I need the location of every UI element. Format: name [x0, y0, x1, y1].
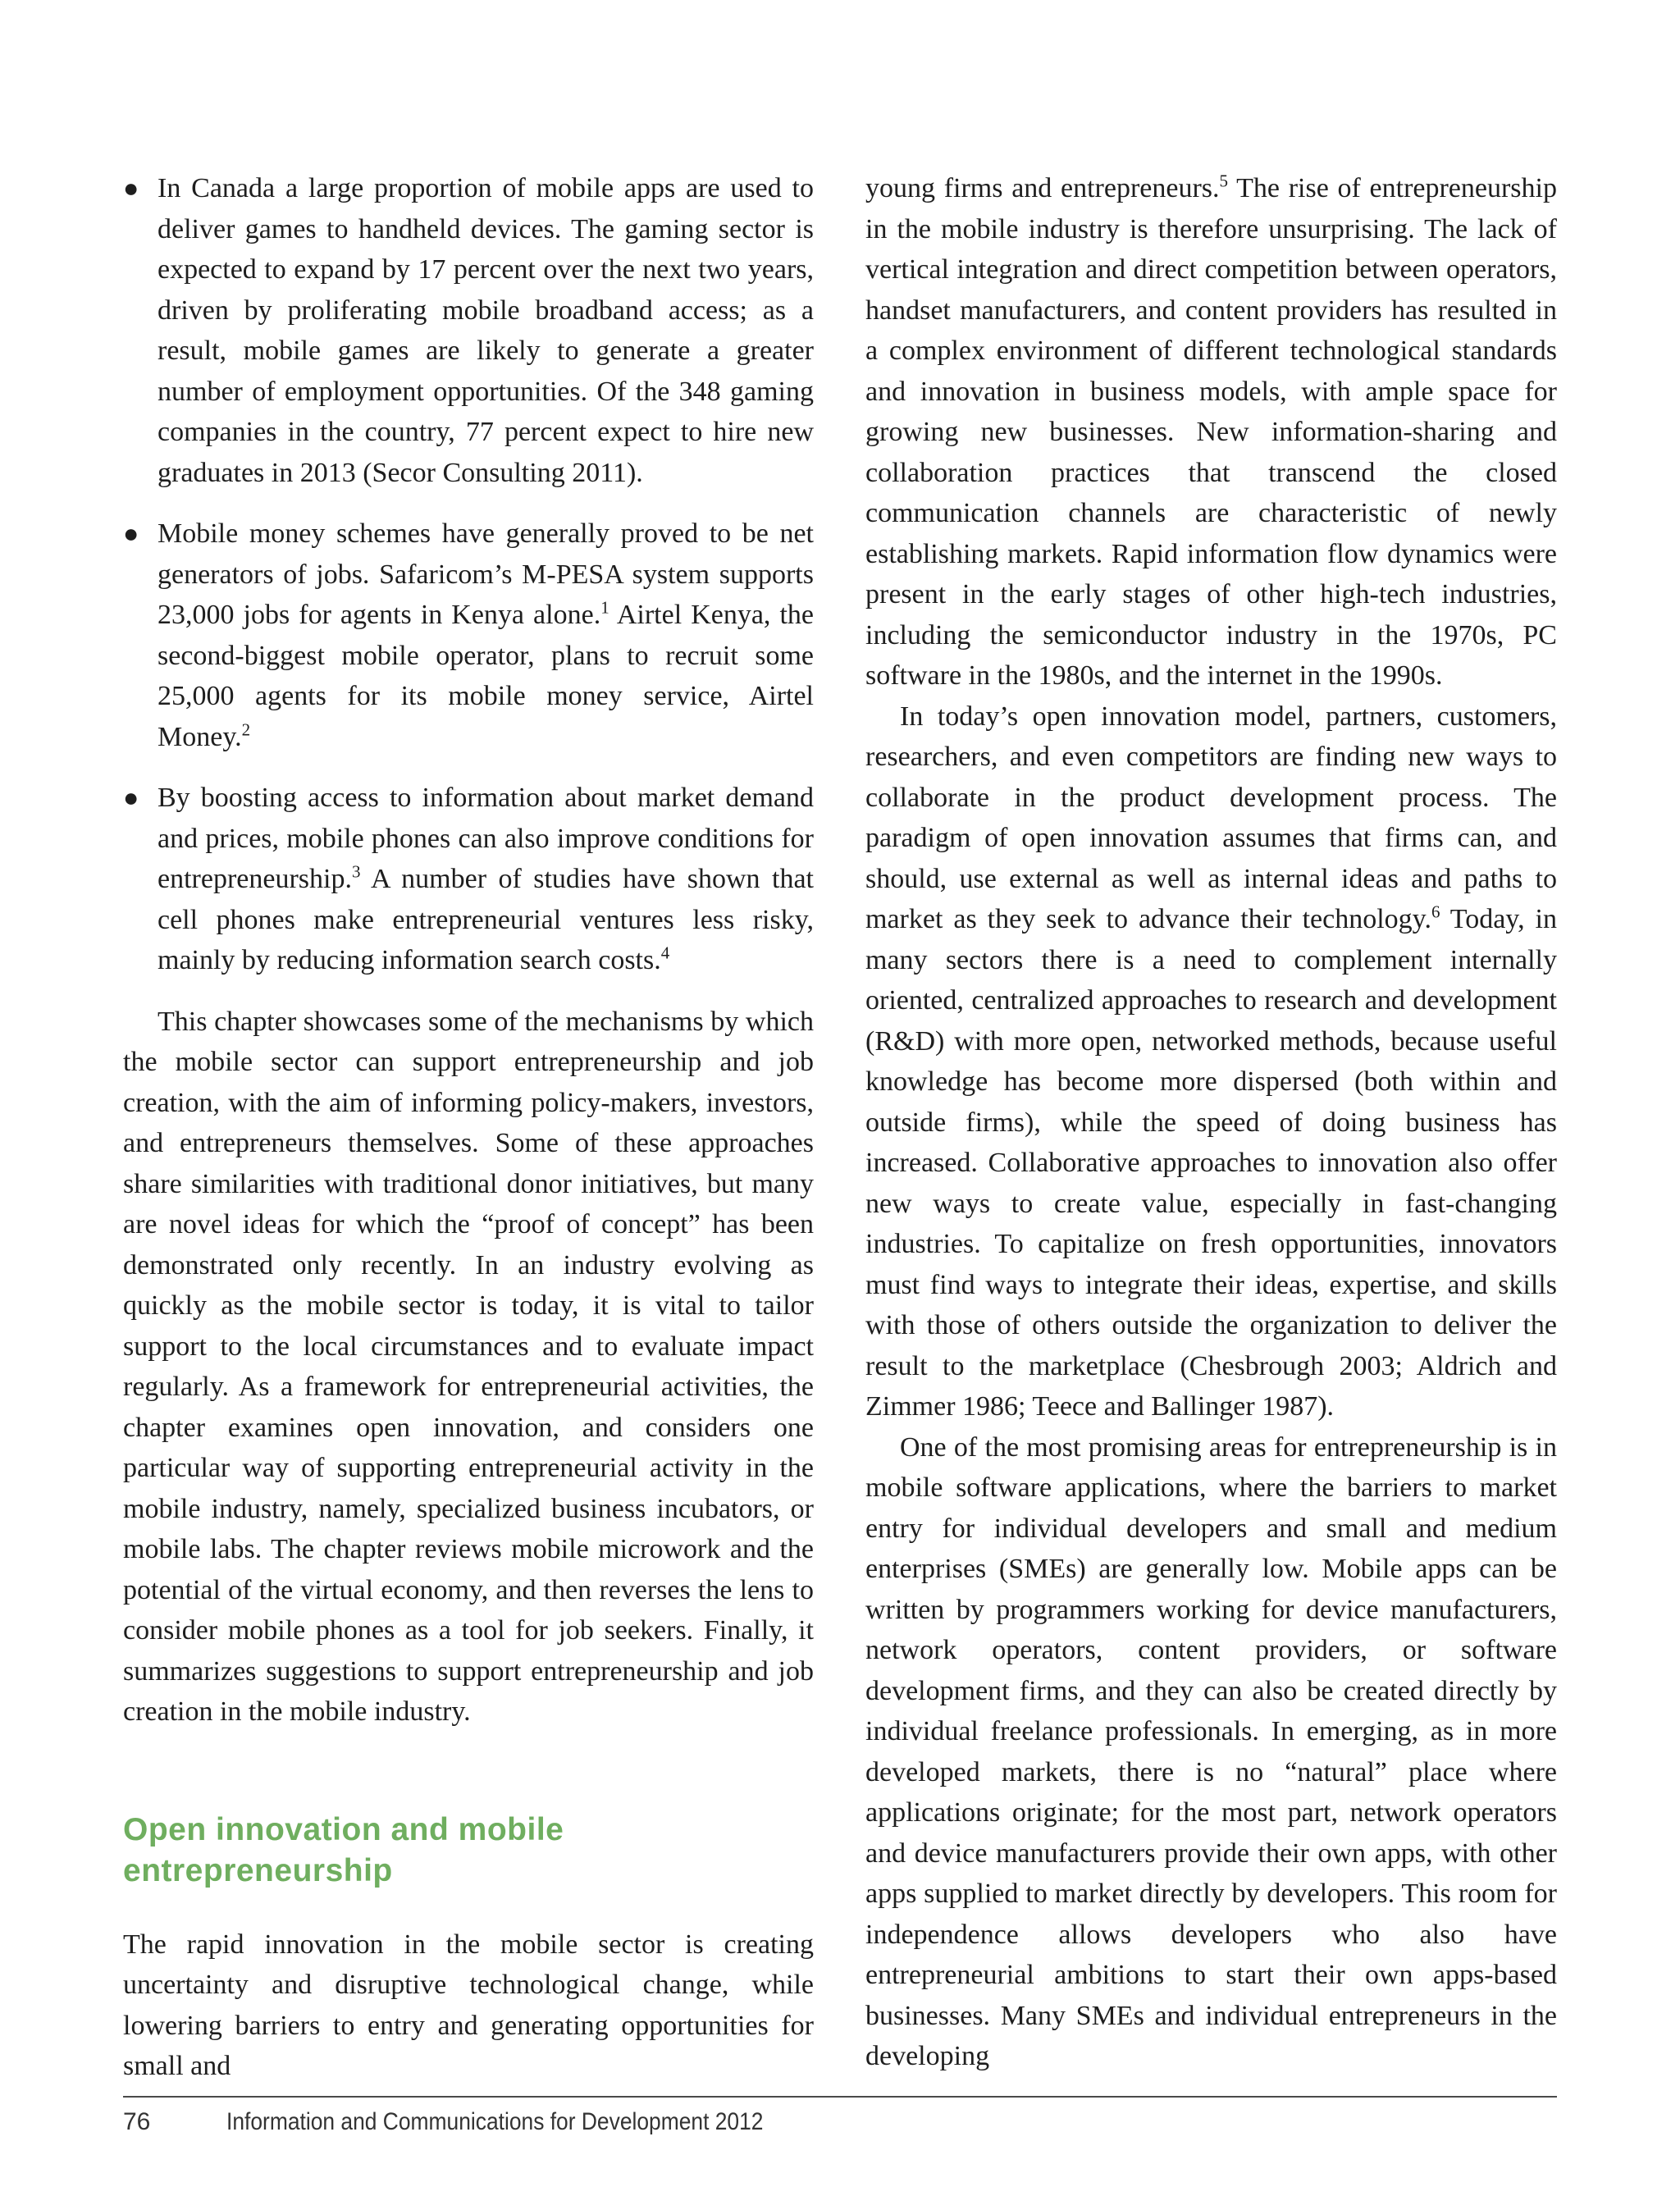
right-column: [865, 168, 1557, 2077]
paragraph-text: young firms and entrepreneurs.: [865, 173, 1220, 203]
bullet-dot-icon: ●: [123, 518, 139, 548]
paragraph-text: In today’s open innovation model, partners, customers, researchers, and even competitors are finding new ways to collaborate in the product development process. The paradigm of open innovation assumes that firms can, and should, use external as well as internal ideas and paths to market as they seek to advance their technology.: [865, 701, 1557, 934]
bullet-text: In Canada a large proportion of mobile apps are used to deliver games to handheld devices. The gaming sector is expected to expand by 17 percent over the next two years, driven by proliferating mobile broadband access; as a result, mobile games are likely to generate a greater number of employment opportunities. Of the 348 gaming companies in the country, 77 percent expect to hire new graduates in 2013 (Secor Consulting 2011).: [158, 173, 814, 488]
footnote-ref[interactable]: 1: [600, 597, 609, 618]
body-paragraph: [865, 696, 1557, 1427]
body-paragraph: [865, 168, 1557, 696]
bullet-text: Airtel Kenya, the second-biggest mobile operator, plans to recruit some 25,000 agents for its mobile money service, Airtel Money.: [158, 600, 815, 752]
bullet-text: By boosting access to information about market demand and prices, mobile phones can also improve conditions for entrepreneurship.: [158, 783, 814, 894]
section-heading: [123, 1810, 814, 1892]
bullet-dot-icon: ●: [123, 173, 139, 203]
section-heading-line: Open innovation and mobile: [123, 1811, 564, 1847]
paragraph-text: The rise of entrepreneurship in the mobile industry is therefore unsurprising. The lack of vertical integration and direct competition between operators, handset manufacturers, and content providers has resulted in a complex environment of different technological standards and innovation in business models, with ample space for growing new businesses. New information-sharing and collaboration practices that transcend the closed communication channels are characteristic of newly establishing markets. Rapid information flow dynamics were present in the early stages of other high-tech industries, including the semiconductor industry in the 1970s, PC software in the 1980s, and the internet in the 1990s.: [865, 173, 1557, 691]
bullet-item-market-information: [123, 778, 814, 981]
footnote-ref[interactable]: 4: [660, 943, 670, 963]
intro-paragraph: This chapter showcases some of the mechanisms by which the mobile sector can support entrepreneurship and job creation, with the aim of informing policy-makers, investors, and entrepreneurs themselves. Some of these approaches share similarities with traditional donor initiatives, but many are novel ideas for which the “proof of concept” has been demonstrated only recently. In an industry evolving as quickly as the mobile sector is today, it is vital to tailor support to the local circumstances and to evaluate impact regularly. As a framework for entrepreneurial activities, the chapter examines open innovation, and considers one particular way of supporting entrepreneurial activity in the mobile industry, namely, specialized business incubators, or mobile labs. The chapter reviews mobile microwork and the potential of the virtual economy, and then reverses the lens to consider mobile phones as a tool for job seekers. Finally, it summarizes suggestions to support entrepreneurship and job creation in the mobile industry.: [123, 1006, 814, 1727]
footer-divider: [123, 2096, 1557, 2098]
bullet-item-mobile-money: [123, 514, 814, 757]
bullet-text: A number of studies have shown that cell phones make entrepreneurial ventures less risky, mainly by reducing information search costs.: [158, 864, 814, 975]
section-paragraph: The rapid innovation in the mobile sector is creating uncertainty and disruptive technological change, while lowering barriers to entry and generating opportunities for small and: [123, 1929, 814, 2081]
footnote-ref[interactable]: 5: [1219, 171, 1229, 191]
footnote-ref[interactable]: 3: [351, 861, 361, 882]
bullet-item-canada-gaming: [123, 168, 814, 493]
paragraph-text: Today, in many sectors there is a need to complement internally oriented, centralized approaches to research and development (R&D) with more open, networked methods, because useful knowledge has become more dispersed (both within and outside firms), while the speed of doing business has increased. Collaborative approaches to innovation also offer new ways to create value, especially in fast-changing industries. To capitalize on fresh opportunities, innovators must find ways to integrate their ideas, expertise, and skills with those of others outside the organization to deliver the result to the marketplace (Chesbrough 2003; Aldrich and Zimmer 1986; Teece and Ballinger 1987).: [865, 904, 1558, 1422]
section-heading-line: entrepreneurship: [123, 1852, 393, 1888]
footnote-ref[interactable]: 2: [241, 719, 251, 740]
bullet-dot-icon: ●: [123, 783, 139, 812]
left-column: [123, 168, 814, 2087]
page-number: 76: [123, 2108, 151, 2135]
publication-title: Information and Communications for Development 2012: [226, 2108, 764, 2135]
bullet-list: [123, 168, 814, 981]
bullet-text: Mobile money schemes have generally proved to be net generators of jobs. Safaricom’s M-PESA system supports 23,000 jobs for agents in Kenya alone.: [158, 518, 814, 630]
footnote-ref[interactable]: 6: [1431, 902, 1440, 922]
body-paragraph: One of the most promising areas for entrepreneurship is in mobile software applications, where the barriers to market entry for individual developers and small and medium enterprises (SMEs) are generally low. Mobile apps can be written by programmers working for device manufacturers, network operators, content providers, or software development firms, and they can also be created directly by individual freelance professionals. In emerging, as in more developed markets, there is no “natural” place where applications originate; for the most part, network operators and device manufacturers provide their own apps, with other apps supplied to market directly by developers. This room for independence allows developers who also have entrepreneurial ambitions to start their own apps-based businesses. Many SMEs and individual entrepreneurs in the developing: [865, 1431, 1557, 2071]
